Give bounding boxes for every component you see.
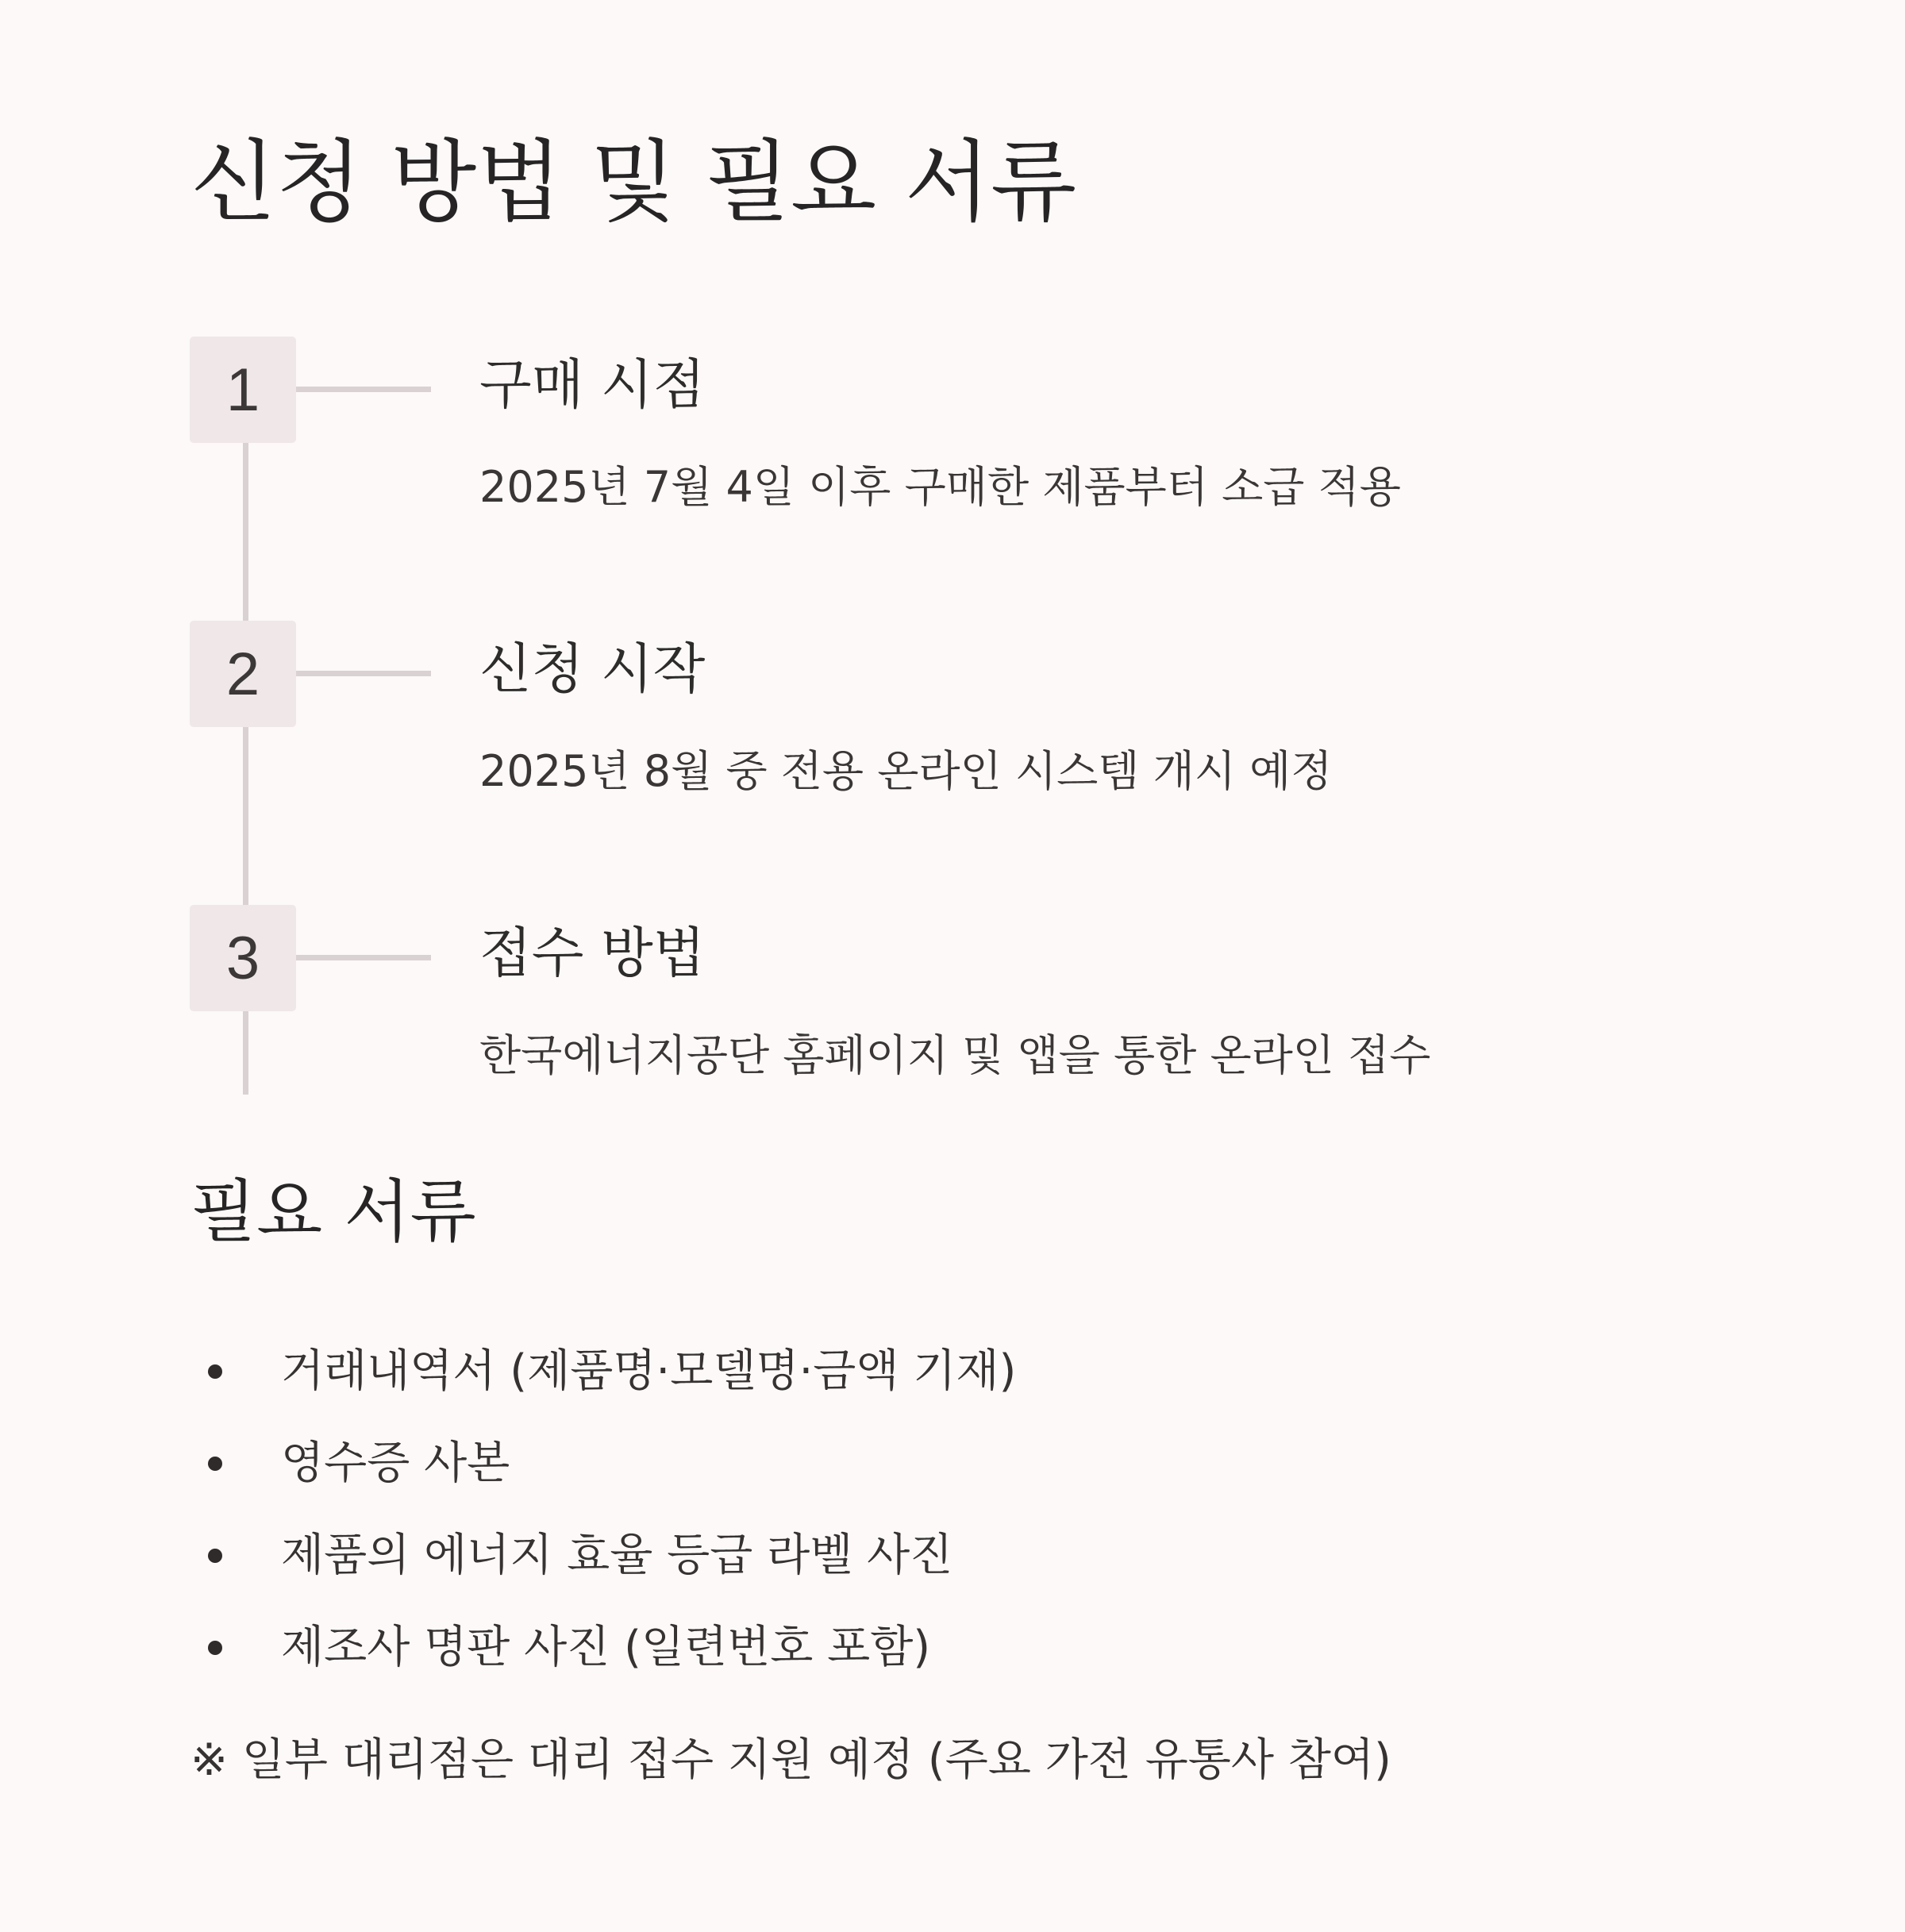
- bullet-icon: [208, 1457, 222, 1471]
- step-number-badge: 3: [190, 905, 296, 1011]
- list-item: [190, 1602, 1016, 1694]
- list-item-text: 거래내역서 (제품명·모델명·금액 기재): [281, 1345, 1017, 1397]
- step-title: 접수 방법: [479, 922, 706, 985]
- timeline-connector: [243, 726, 248, 906]
- step-description: 한국에너지공단 홈페이지 및 앱을 통한 온라인 접수: [479, 1030, 1431, 1080]
- documents-list: [190, 1326, 1016, 1694]
- step-title: 신청 시작: [479, 638, 706, 701]
- page-title: 신청 방법 및 필요 서류: [190, 131, 1077, 234]
- step-number-badge: 1: [190, 337, 296, 443]
- list-item: [190, 1510, 1016, 1602]
- step-connector: [296, 955, 431, 960]
- step-number-badge: 2: [190, 621, 296, 727]
- bullet-icon: [208, 1364, 222, 1379]
- list-item: [190, 1326, 1016, 1418]
- timeline-connector: [243, 442, 248, 622]
- step-title: 구매 시점: [479, 354, 706, 417]
- bullet-icon: [208, 1641, 222, 1655]
- step-connector: [296, 387, 431, 392]
- step-connector: [296, 671, 431, 676]
- step-description: 2025년 7월 4일 이후 구매한 제품부터 소급 적용: [479, 462, 1401, 512]
- documents-section-title: 필요 서류: [190, 1172, 476, 1252]
- step-description: 2025년 8월 중 전용 온라인 시스템 개시 예정: [479, 746, 1333, 796]
- bullet-icon: [208, 1549, 222, 1563]
- timeline-connector: [243, 1010, 248, 1095]
- list-item-text: 제조사 명판 사진 (일련번호 포함): [281, 1622, 931, 1673]
- list-item-text: 제품의 에너지 효율 등급 라벨 사진: [281, 1530, 953, 1581]
- list-item-text: 영수증 사본: [281, 1437, 510, 1489]
- list-item: [190, 1418, 1016, 1510]
- footnote: ※ 일부 대리점은 대리 접수 지원 예정 (주요 가전 유통사 참여): [190, 1734, 1391, 1786]
